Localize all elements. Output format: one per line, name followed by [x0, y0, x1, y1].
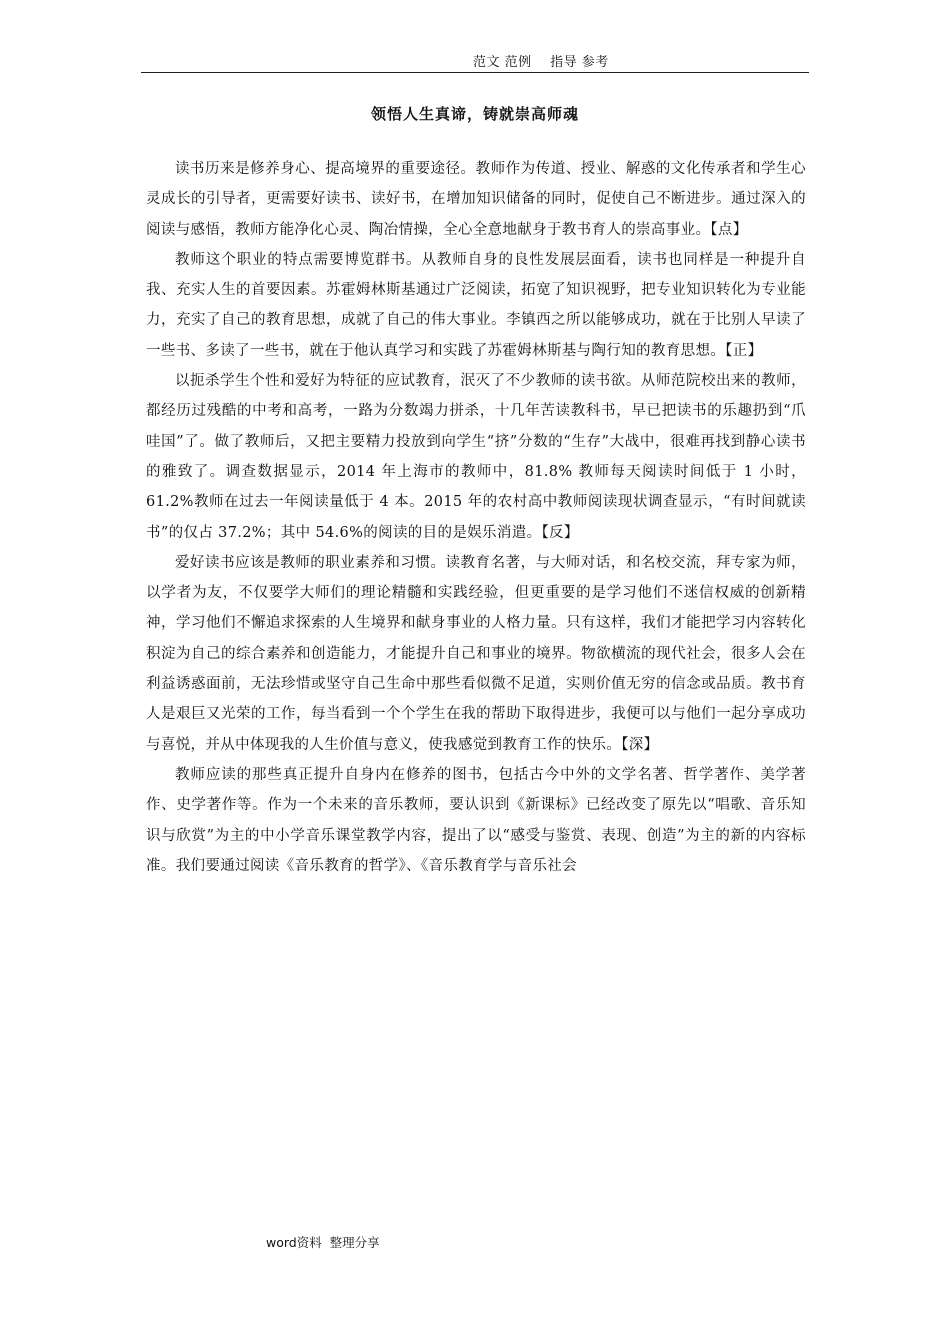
paragraph-3: 以扼杀学生个性和爱好为特征的应试教育，泯灭了不少教师的读书欲。从师范院校出来的教师，都经历过残酷的中考和高考，一路为分数竭力拼杀，十几年苦读教科书，早已把读书的乐趣扔到“爪哇国”了。做了教师后，又把主要精力投放到向学生“挤”分数的“生存”大战中，很难再找到静心读书的雅致了。调查数据显示，2014 年上海市的教师中，81.8% 教师每天阅读时间低于 1 小时，61.2%教师在过去一年阅读量低于 4 本。2015 年的农村高中教师阅读现状调查显示，“有时间就读书”的仅占 37.2%；其中 54.6%的阅读的目的是娱乐消遣。【反】: [146, 373, 806, 541]
page-header: [141, 54, 809, 73]
paragraph-4: 爱好读书应该是教师的职业素养和习惯。读教育名著，与大师对话，和名校交流，拜专家为师，以学者为友，不仅要学大师们的理论精髓和实践经验，但更重要的是学习他们不迷信权威的创新精神，学习他们不懈追求探索的人生境界和献身事业的人格力量。只有这样，我们才能把学习内容转化积淀为自己的综合素养和创造能力，才能提升自己和事业的境界。物欲横流的现代社会，很多人会在利益诱惑面前，无法珍惜或坚守自己生命中那些看似微不足道，实则价值无穷的信念或品质。教书育人是艰巨又光荣的工作，每当看到一个个学生在我的帮助下取得进步，我便可以与他们一起分享成功与喜悦，并从中体现我的人生价值与意义，使我感觉到教育工作的快乐。【深】: [146, 554, 806, 753]
page-footer: word资料 整理分享: [266, 1235, 380, 1250]
document-title: 领悟人生真谛，铸就崇高师魂: [370, 105, 579, 123]
paragraph-2: 教师这个职业的特点需要博览群书。从教师自身的良性发展层面看，读书也同样是一种提升自我、充实人生的首要因素。苏霍姆林斯基通过广泛阅读，拓宽了知识视野，把专业知识转化为专业能力，充实了自己的教育思想，成就了自己的伟大事业。李镇西之所以能够成功，就在于比别人早读了一些书、多读了一些书，就在于他认真学习和实践了苏霍姆林斯基与陶行知的教育思想。【正】: [146, 251, 806, 359]
paragraph-5: 教师应读的那些真正提升自身内在修养的图书，包括古今中外的文学名著、哲学著作、美学著作、史学著作等。作为一个未来的音乐教师，要认识到《新课标》已经改变了原先以“唱歌、音乐知识与欣赏”为主的中小学音乐课堂教学内容，提出了以“感受与鉴赏、表现、创造”为主的新的内容标准。我们要通过阅读《音乐教育的哲学》、《音乐教育学与音乐社会: [146, 766, 806, 874]
header-text: 范文 范例 指导 参考: [473, 55, 609, 70]
paragraph-1: 读书历来是修养身心、提高境界的重要途径。教师作为传道、授业、解惑的文化传承者和学生心灵成长的引导者，更需要好读书、读好书，在增加知识储备的同时，促使自己不断进步。通过深入的阅读与感悟，教师方能净化心灵、陶冶情操，全心全意地献身于教书育人的崇高事业。【点】: [146, 161, 806, 238]
document-body: [146, 154, 806, 881]
